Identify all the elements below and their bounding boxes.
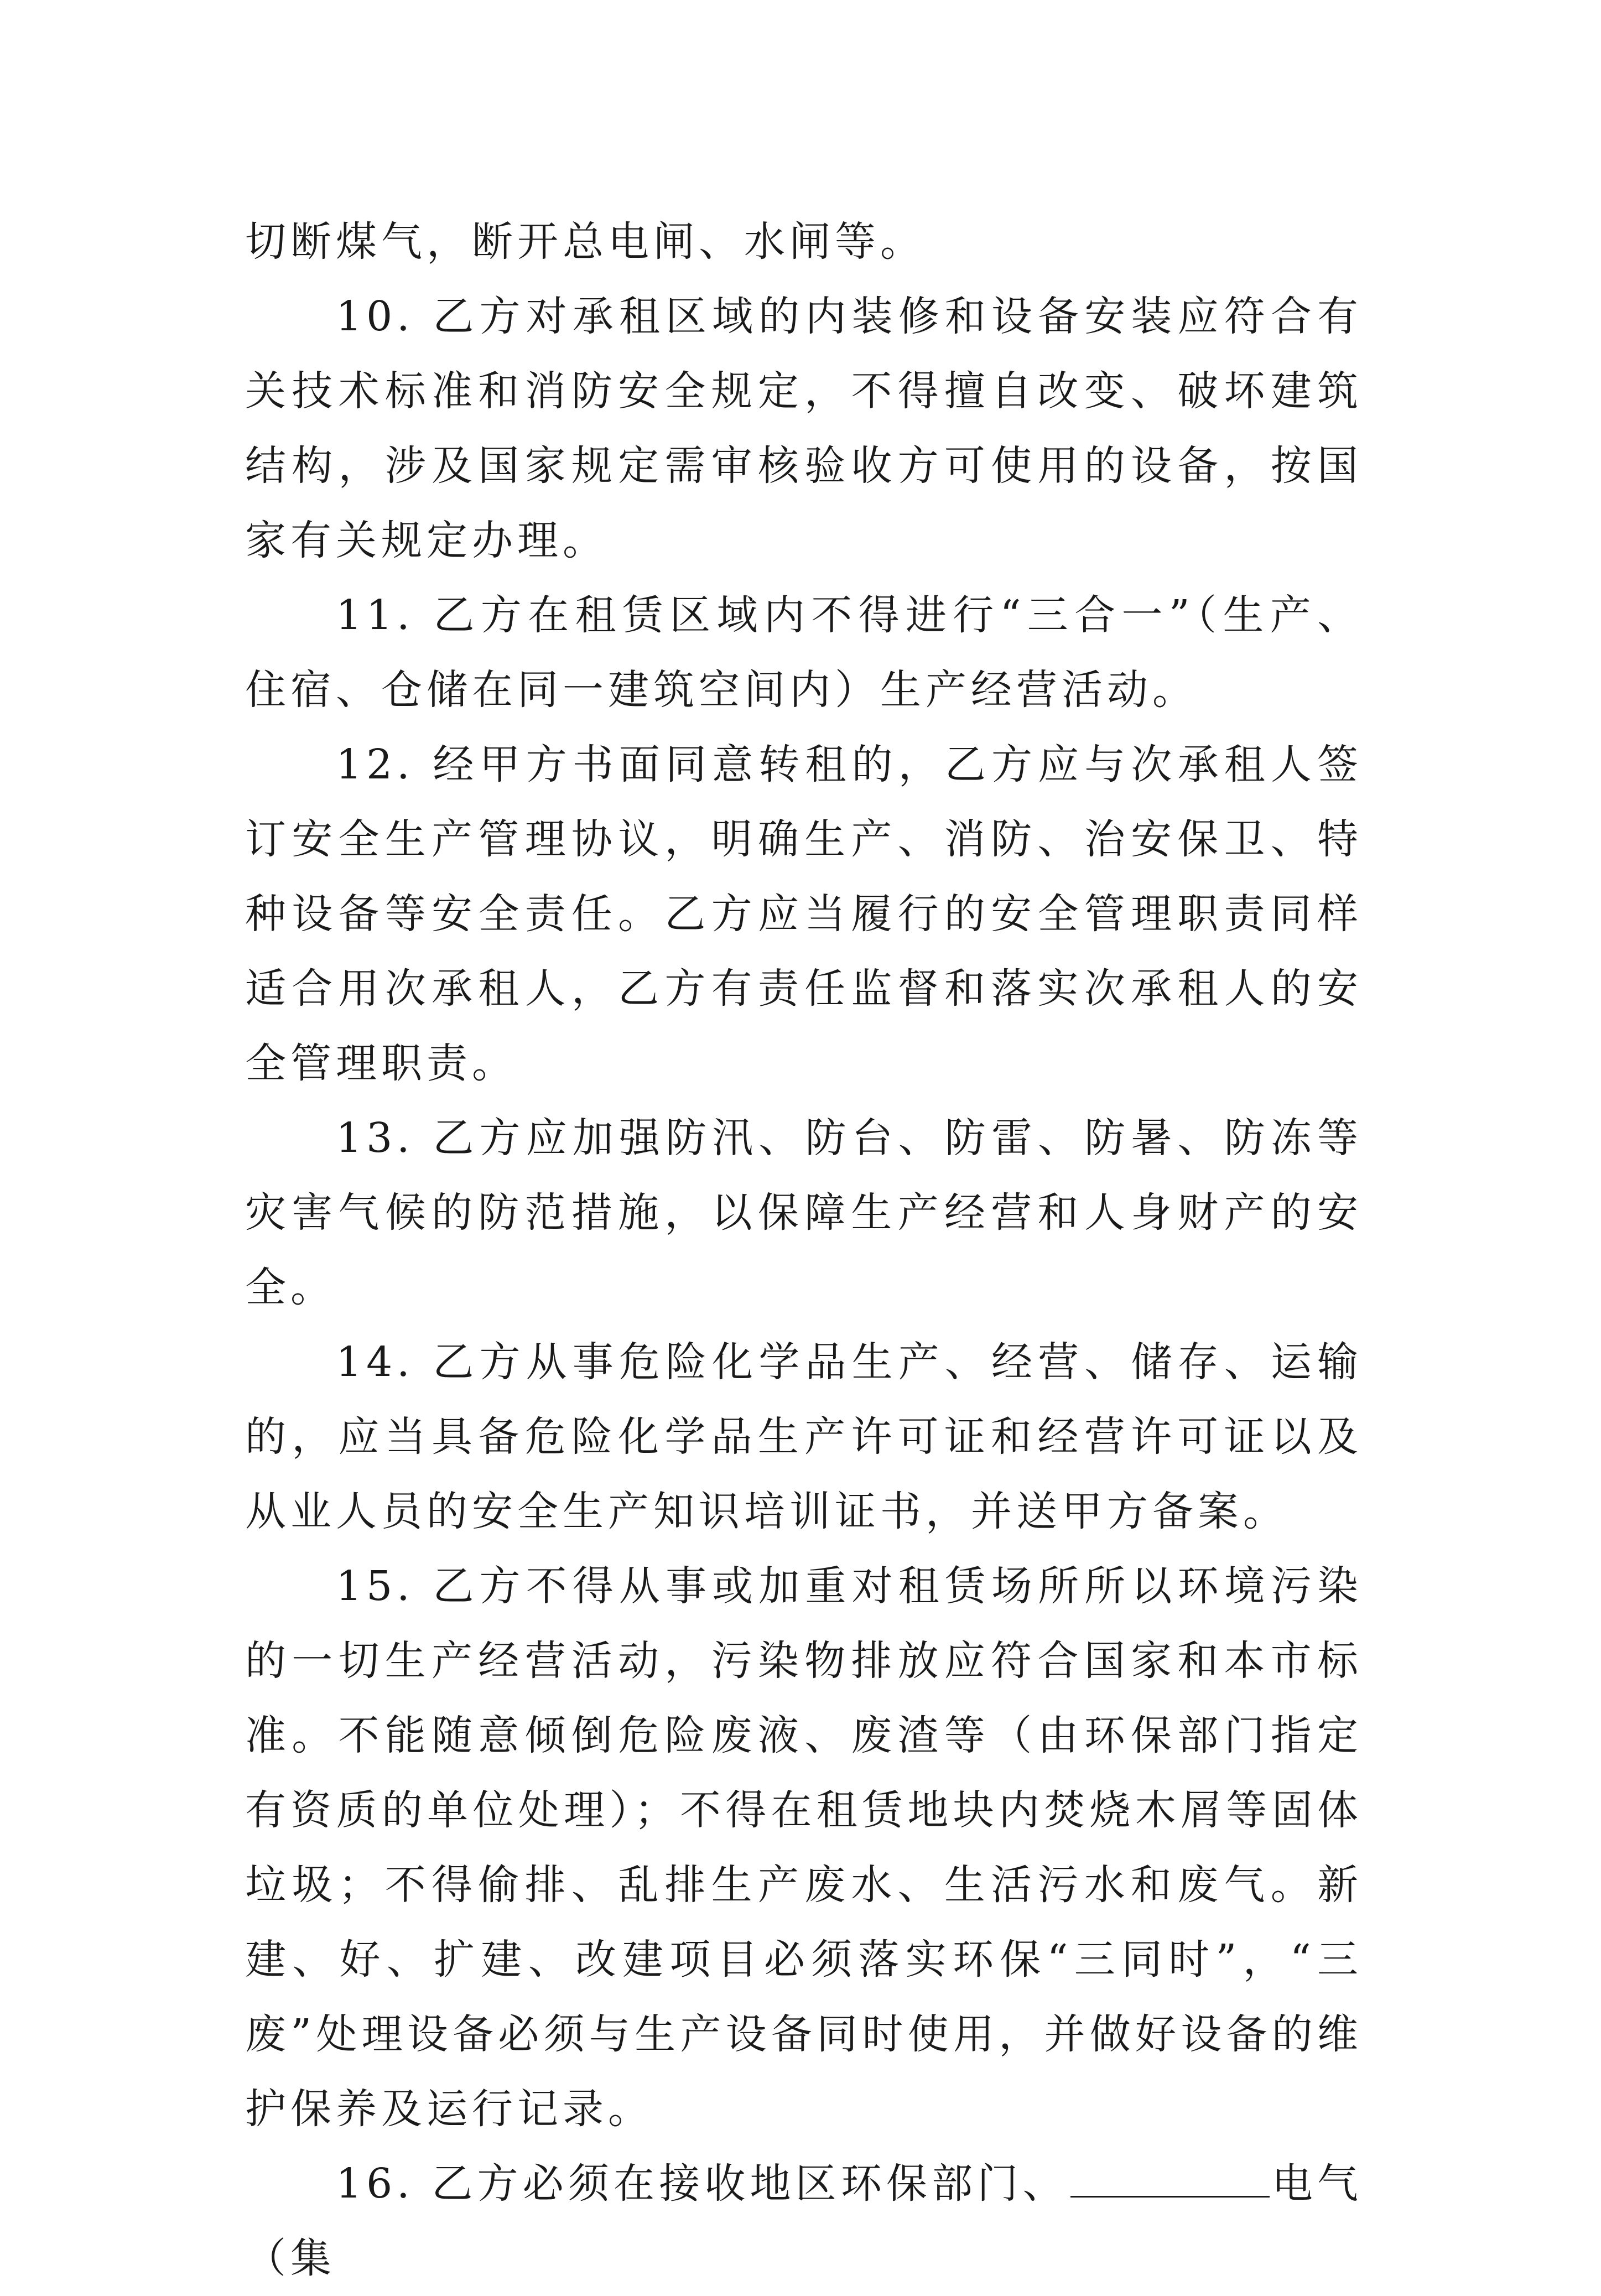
paragraph-clause-13: 13. 乙方应加强防汛、防台、防雷、防暑、防冻等灾害气候的防范措施，以保障生产经营和人身财产的安全。 xyxy=(245,1114,1363,1311)
clause-16-text-start: 16. 乙方必须在接收地区环保部门、 xyxy=(336,2160,1068,2207)
paragraph-clause-15: 15. 乙方不得从事或加重对租赁场所所以环境污染的一切生产经营活动，污染物排放应符合国家和本市标准。不能随意倾倒危险废液、废渣等（由环保部门指定有资质的单位处理）；不得在租赁地块内焚烧木屑等固体垃圾；不得偷排、乱排生产废水、生活污水和废气。新建、好、扩建、改建项目必须落实环保“三同时”，“三废”处理设备必须与生产设备同时使用，并做好设备的维护保养及运行记录。 xyxy=(245,1562,1363,2133)
paragraph-clause-12: 12. 经甲方书面同意转租的，乙方应与次承租人签订安全生产管理协议，明确生产、消防、治安保卫、特种设备等安全责任。乙方应当履行的安全管理职责同样适合用次承租人，乙方有责任监督和落实次承租人的安全管理职责。 xyxy=(245,741,1363,1087)
paragraph-clause-16 xyxy=(245,2147,1363,2296)
fill-in-blank xyxy=(1070,2162,1270,2198)
paragraph-continuation: 切断煤气，断开总电闸、水闸等。 xyxy=(245,218,926,266)
clause-16-text-end: 电气（集 xyxy=(245,2160,1363,2282)
paragraph-clause-11: 11. 乙方在租赁区域内不得进行“三合一”（生产、住宿、仓储在同一建筑空间内）生产经营活动。 xyxy=(245,591,1363,714)
document-body xyxy=(245,205,1363,2296)
paragraph-clause-10: 10. 乙方对承租区域的内装修和设备安装应符合有关技术标准和消防安全规定，不得擅自改变、破坏建筑结构，涉及国家规定需审核验收方可使用的设备，按国家有关规定办理。 xyxy=(245,293,1363,564)
paragraph-clause-14: 14. 乙方从事危险化学品生产、经营、储存、运输的，应当具备危险化学品生产许可证和经营许可证以及从业人员的安全生产知识培训证书，并送甲方备案。 xyxy=(245,1338,1363,1535)
